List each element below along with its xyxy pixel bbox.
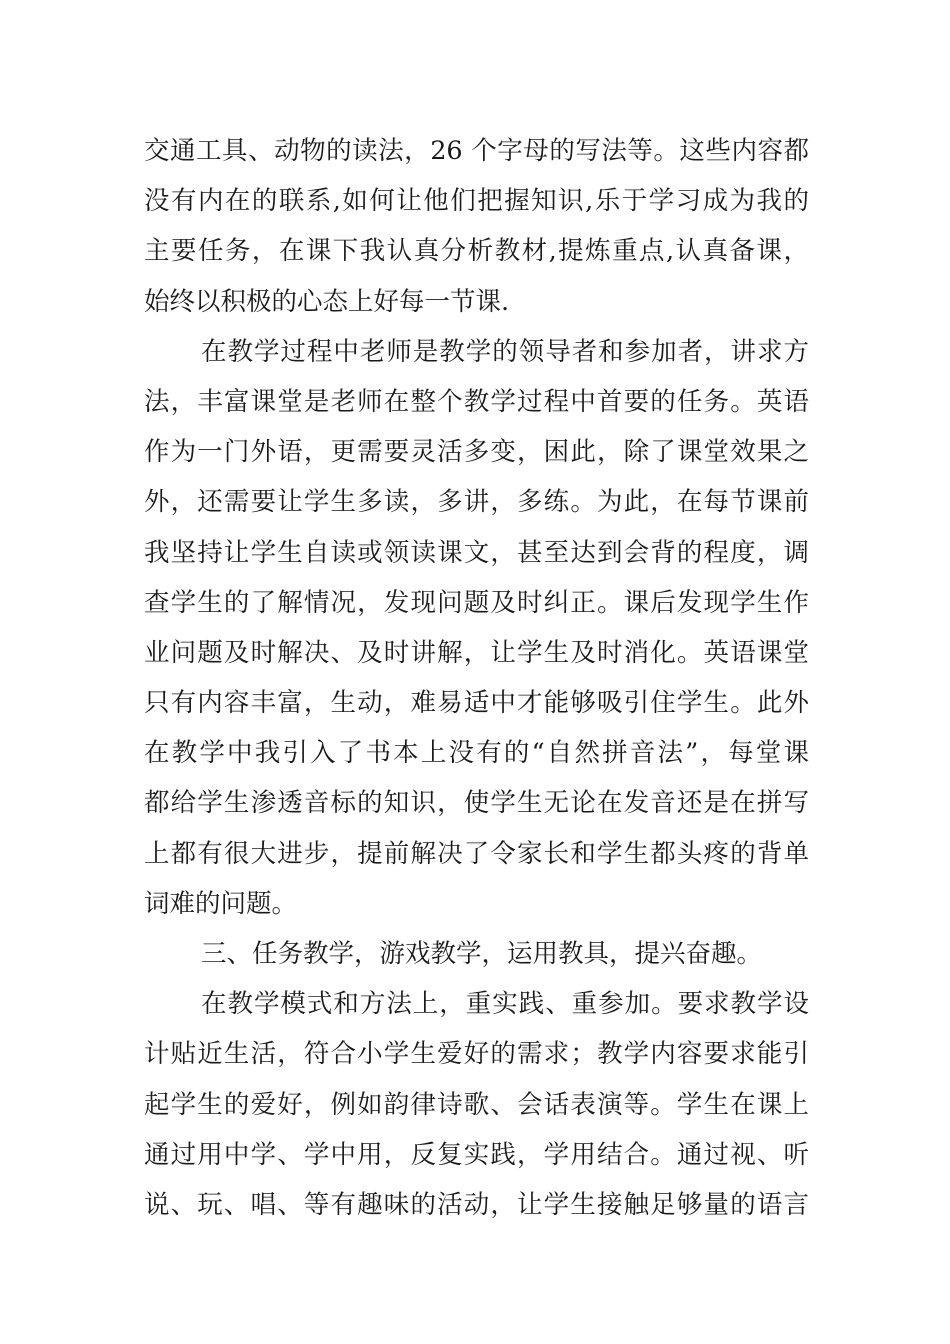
- text-line: 交通工具、动物的读法，26 个字母的写法等。这些内容都: [144, 136, 809, 166]
- text-line: 在教学过程中老师是教学的领导者和参加者，讲求方: [201, 336, 809, 367]
- text-line: 三、任务教学，游戏教学，运用教具，提兴奋趣。: [201, 939, 763, 969]
- text-line: 说、玩、唱、等有趣味的活动，让学生接触足够量的语言: [144, 1189, 809, 1220]
- text-line: 法，丰富课堂是老师在整个教学过程中首要的任务。英语: [144, 386, 809, 417]
- text-line: 起学生的爱好，例如韵律诗歌、会话表演等。学生在课上: [144, 1089, 809, 1120]
- text-line: 计贴近生活，符合小学生爱好的需求；教学内容要求能引: [144, 1039, 809, 1070]
- text-line: 在教学模式和方法上，重实践、重参加。要求教学设: [201, 989, 809, 1020]
- text-line: 通过用中学、学中用，反复实践，学用结合。通过视、听: [144, 1139, 809, 1170]
- text-line: 外，还需要让学生多读，多讲，多练。为此，在每节课前: [144, 487, 809, 518]
- text-line: 没有内在的联系,如何让他们把握知识,乐于学习成为我的: [144, 186, 809, 217]
- text-line: 上都有很大进步，提前解决了令家长和学生都头疼的背单: [144, 838, 809, 869]
- text-line: 主要任务，在课下我认真分析教材,提炼重点,认真备课，: [144, 236, 809, 267]
- text-line: 我坚持让学生自读或领读课文，甚至达到会背的程度，调: [144, 537, 809, 568]
- text-line: 作为一门外语，更需要灵活多变，困此，除了课堂效果之: [144, 437, 809, 468]
- text-line: 只有内容丰富，生动，难易适中才能够吸引住学生。此外: [144, 688, 809, 719]
- body-text: [144, 126, 809, 1230]
- text-line: 在教学中我引入了书本上没有的“自然拼音法”，每堂课: [144, 738, 809, 769]
- text-line: 业问题及时解决、及时讲解，让学生及时消化。英语课堂: [144, 637, 809, 668]
- text-line: 都给学生渗透音标的知识，使学生无论在发音还是在拼写: [144, 788, 809, 819]
- text-line: 词难的问题。: [144, 888, 298, 919]
- text-line: 查学生的了解情况，发现问题及时纠正。课后发现学生作: [144, 587, 809, 618]
- text-line: 始终以积极的心态上好每一节课.: [144, 286, 510, 317]
